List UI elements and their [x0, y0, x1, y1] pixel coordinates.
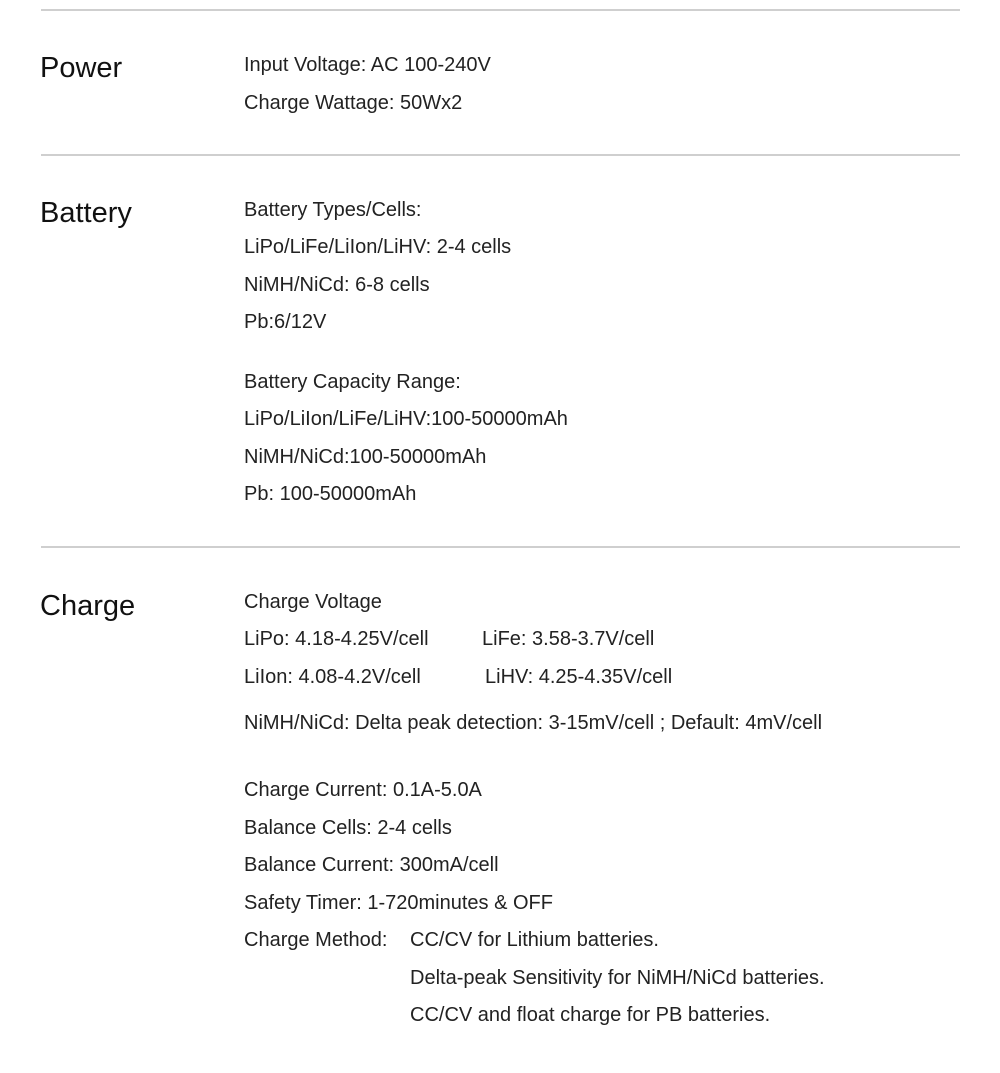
battery-capacity-heading: Battery Capacity Range: [244, 371, 461, 393]
battery-types-heading: Battery Types/Cells: [244, 199, 422, 221]
lipo-voltage: LiPo: 4.18-4.25V/cell [244, 628, 429, 650]
power-title: Power [40, 52, 123, 84]
charge-method-line: CC/CV for Lithium batteries. [410, 929, 659, 951]
battery-type-line: NiMH/NiCd: 6-8 cells [244, 274, 430, 296]
liion-voltage: LiIon: 4.08-4.2V/cell [244, 666, 421, 688]
battery-charge-divider [41, 546, 960, 548]
battery-type-line: Pb:6/12V [244, 311, 327, 333]
input-voltage: Input Voltage: AC 100-240V [244, 54, 491, 76]
charge-title: Charge [40, 590, 136, 622]
battery-type-line: LiPo/LiFe/LiIon/LiHV: 2-4 cells [244, 236, 512, 258]
battery-capacity-line: LiPo/LiIon/LiFe/LiHV:100-50000mAh [244, 408, 568, 430]
charge-method-label: Charge Method: [244, 929, 388, 951]
charge-current: Charge Current: 0.1A-5.0A [244, 779, 482, 801]
balance-current: Balance Current: 300mA/cell [244, 854, 499, 876]
top-divider [41, 9, 960, 11]
charge-method-line: Delta-peak Sensitivity for NiMH/NiCd batteries. [410, 967, 825, 989]
power-battery-divider [41, 154, 960, 156]
lihv-voltage: LiHV: 4.25-4.35V/cell [485, 666, 673, 688]
charge-voltage-heading: Charge Voltage [244, 591, 382, 613]
battery-capacity-line: NiMH/NiCd:100-50000mAh [244, 446, 487, 468]
charge-method-line: CC/CV and float charge for PB batteries. [410, 1004, 771, 1026]
nimh-delta-peak: NiMH/NiCd: Delta peak detection: 3-15mV/cell ; Default: 4mV/cell [244, 712, 823, 734]
battery-title: Battery [40, 197, 132, 229]
safety-timer: Safety Timer: 1-720minutes & OFF [244, 892, 553, 914]
charge-wattage: Charge Wattage: 50Wx2 [244, 92, 463, 114]
balance-cells: Balance Cells: 2-4 cells [244, 817, 452, 839]
battery-capacity-line: Pb: 100-50000mAh [244, 483, 417, 505]
life-voltage: LiFe: 3.58-3.7V/cell [482, 628, 655, 650]
